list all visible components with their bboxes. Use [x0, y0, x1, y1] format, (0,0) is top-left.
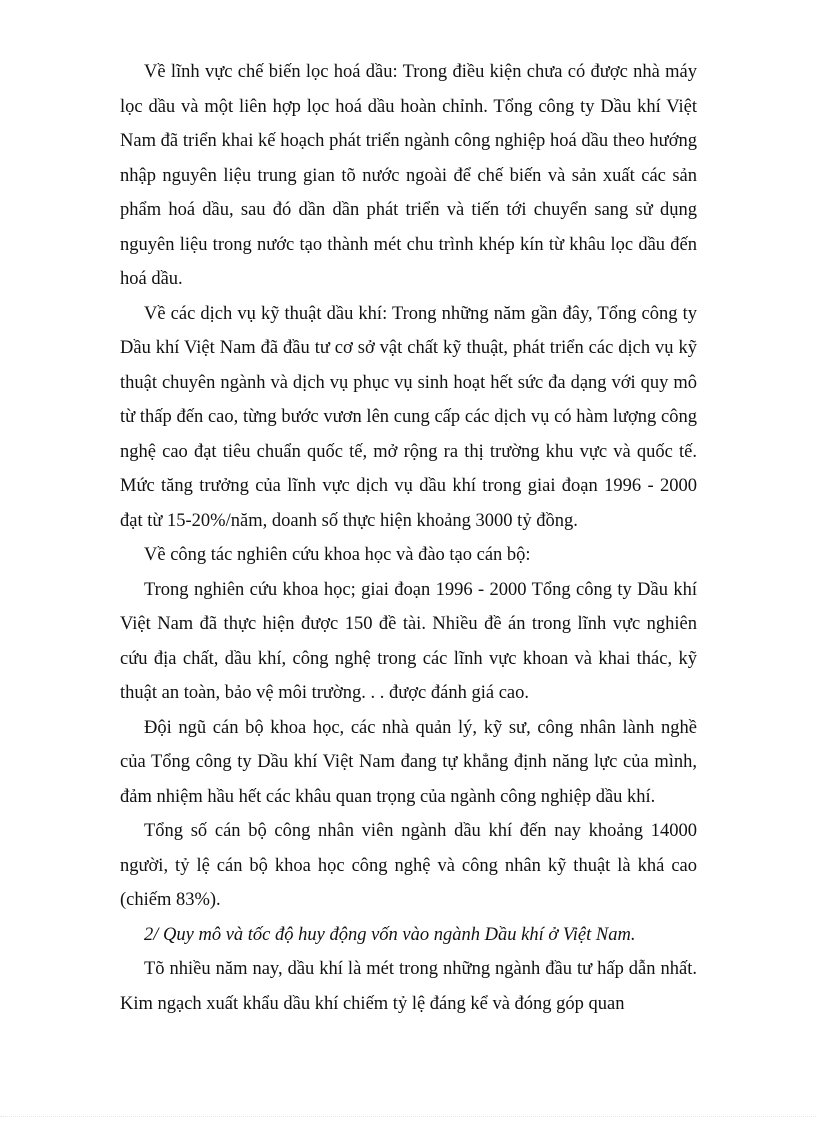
paragraph-staff-count: Tổng số cán bộ công nhân viên ngành dầu khí đến nay khoảng 14000 người, tỷ lệ cán bộ khoa học công nghệ và công nhân kỹ thuật là khá cao (chiếm 83%).	[120, 821, 697, 910]
paragraph-staff: Đội ngũ cán bộ khoa học, các nhà quản lý, kỹ sư, công nhân lành nghề của Tổng công ty Dầu khí Việt Nam đang tự khẳng định năng lực của mình, đảm nhiệm hầu hết các khâu quan trọng của ngành công nghiệp dầu khí.	[120, 717, 697, 807]
document-page	[120, 55, 697, 1021]
paragraph-technical-services: Về các dịch vụ kỹ thuật dầu khí: Trong những năm gần đây, Tổng công ty Dầu khí Việt Nam đã đầu tư cơ sở vật chất kỹ thuật, phát triển các dịch vụ kỹ thuật chuyên ngành và dịch vụ phục vụ sinh hoạt hết sức đa dạng với quy mô từ thấp đến cao, từng bước vươn lên cung cấp các dịch vụ có hàm lượng công nghệ cao đạt tiêu chuẩn quốc tế, mở rộng ra thị trường khu vực và quốc tế. Mức tăng trưởng của lĩnh vực dịch vụ dầu khí trong giai đoạn 1996 - 2000 đạt từ 15-20%/năm, doanh số thực hiện khoảng 3000 tỷ đồng.	[120, 303, 697, 531]
paragraph-investment: Tõ nhiều năm nay, dầu khí là mét trong những ngành đầu tư hấp dẫn nhất. Kim ngạch xuất khẩu dầu khí chiếm tỷ lệ đáng kể và đóng góp quan	[120, 959, 697, 1014]
paragraph-research-training-heading: Về công tác nghiên cứu khoa học và đào tạo cán bộ:	[144, 545, 531, 565]
page-bottom-divider	[0, 1116, 816, 1117]
paragraph-research: Trong nghiên cứu khoa học; giai đoạn 1996 - 2000 Tổng công ty Dầu khí Việt Nam đã thực hiện được 150 đề tài. Nhiều đề án trong lĩnh vực nghiên cứu địa chất, dầu khí, công nghệ trong các lĩnh vực khoan và khai thác, kỹ thuật an toàn, bảo vệ môi trường. . . được đánh giá cao.	[120, 579, 697, 703]
section-heading: 2/ Quy mô và tốc độ huy động vốn vào ngành Dầu khí ở Việt Nam.	[144, 924, 636, 945]
paragraph-refining: Về lĩnh vực chế biến lọc hoá dầu: Trong điều kiện chưa có được nhà máy lọc dầu và một liên hợp lọc hoá dầu hoàn chỉnh. Tổng công ty Dầu khí Việt Nam đã triển khai kế hoạch phát triển ngành công nghiệp hoá dầu theo hướng nhập nguyên liệu trung gian tõ nước ngoài để chế biến và sản xuất các sản phẩm hoá dầu, sau đó dần dần phát triển và tiến tới chuyển sang sử dụng nguyên liệu trong nước tạo thành mét chu trình khép kín từ khâu lọc dầu đến hoá dầu.	[120, 62, 697, 289]
